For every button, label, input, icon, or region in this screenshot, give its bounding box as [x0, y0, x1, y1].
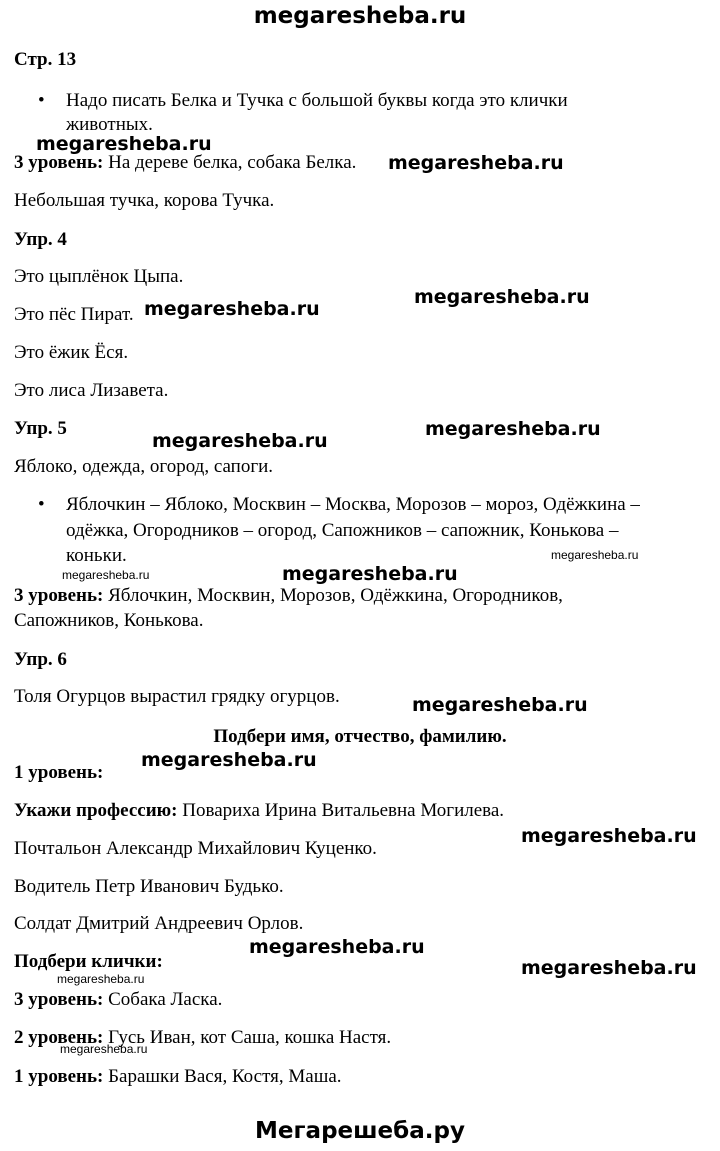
watermark-text: megaresheba.ru: [144, 298, 320, 320]
watermark-text: megaresheba.ru: [521, 957, 697, 979]
site-footer: Мегарешеба.ру: [255, 1118, 465, 1144]
watermark-text: megaresheba.ru: [414, 286, 590, 308]
page-ref: Стр. 13: [14, 49, 77, 70]
bullet-text: коньки.: [66, 545, 127, 566]
bullet-icon: •: [38, 90, 45, 111]
answer-line: 1 уровень: Барашки Вася, Костя, Маша.: [14, 1066, 342, 1087]
watermark-text: megaresheba.ru: [282, 563, 458, 585]
answer-line: Это пёс Пират.: [14, 304, 134, 325]
answer-line: Это цыплёнок Цыпа.: [14, 266, 184, 287]
answer-line: Толя Огурцов вырастил грядку огурцов.: [14, 686, 340, 707]
watermark-text: megaresheba.ru: [521, 825, 697, 847]
exercise-heading: Упр. 4: [14, 229, 67, 250]
bullet-icon: •: [38, 494, 45, 515]
answer-line: Солдат Дмитрий Андреевич Орлов.: [14, 913, 304, 934]
task-heading: Подбери клички:: [14, 951, 163, 972]
answer-line: Это ёжик Ёся.: [14, 342, 129, 363]
watermark-text: megaresheba.ru: [425, 418, 601, 440]
answer-line: 2 уровень: Гусь Иван, кот Саша, кошка Настя.: [14, 1027, 392, 1048]
watermark-text: megaresheba.ru: [141, 749, 317, 771]
watermark-text: megaresheba.ru: [62, 568, 150, 582]
section-title: Подбери имя, отчество, фамилию.: [213, 726, 507, 747]
watermark-text: megaresheba.ru: [36, 133, 212, 155]
watermark-text: megaresheba.ru: [412, 694, 588, 716]
answer-line: 3 уровень: Яблочкин, Москвин, Морозов, Одёжкина, Огородников,: [14, 585, 563, 606]
answer-line: 3 уровень: На дереве белка, собака Белка.: [14, 152, 357, 173]
answer-line: Почтальон Александр Михайлович Куценко.: [14, 838, 377, 859]
bullet-text: Яблочкин – Яблоко, Москвин – Москва, Морозов – мороз, Одёжкина –: [66, 494, 640, 515]
bullet-text: Надо писать Белка и Тучка с большой буквы когда это клички: [66, 90, 568, 111]
bullet-text: одёжка, Огородников – огород, Сапожников – сапожник, Конькова –: [66, 520, 619, 541]
watermark-text: megaresheba.ru: [57, 972, 145, 986]
exercise-heading: Упр. 6: [14, 649, 67, 670]
exercise-heading: Упр. 5: [14, 418, 67, 439]
answer-line: Яблоко, одежда, огород, сапоги.: [14, 456, 274, 477]
watermark-text: megaresheba.ru: [152, 430, 328, 452]
answer-line: Укажи профессию: Повариха Ирина Витальевна Могилева.: [14, 800, 505, 821]
bullet-text: животных.: [66, 114, 153, 135]
answer-line: Это лиса Лизавета.: [14, 380, 169, 401]
level-label: 1 уровень:: [14, 762, 104, 783]
watermark-text: megaresheba.ru: [60, 1042, 148, 1056]
answer-line: Сапожников, Конькова.: [14, 610, 204, 631]
watermark-text: megaresheba.ru: [249, 936, 425, 958]
answer-line: Небольшая тучка, корова Тучка.: [14, 190, 275, 211]
answer-line: 3 уровень: Собака Ласка.: [14, 989, 223, 1010]
watermark-text: megaresheba.ru: [551, 548, 639, 562]
site-header: megaresheba.ru: [253, 3, 467, 29]
answer-line: Водитель Петр Иванович Будько.: [14, 876, 284, 897]
watermark-text: megaresheba.ru: [388, 152, 564, 174]
